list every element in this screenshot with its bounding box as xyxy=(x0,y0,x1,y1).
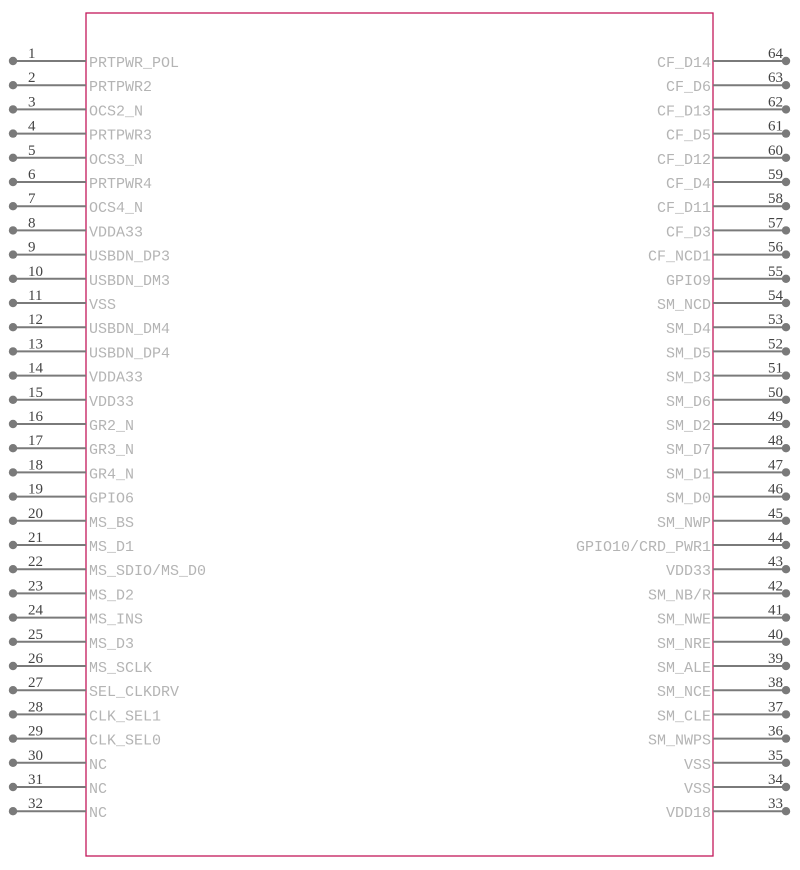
pin-label: VDD33 xyxy=(665,563,711,581)
pin-endpoint xyxy=(9,444,17,452)
pin-endpoint xyxy=(9,686,17,694)
pin-49 xyxy=(666,409,790,435)
pin-label: VDD33 xyxy=(89,393,135,411)
pin-label: MS_D3 xyxy=(89,635,135,653)
pin-6 xyxy=(9,167,152,193)
pin-endpoint xyxy=(9,710,17,718)
pin-endpoint xyxy=(782,613,790,621)
pin-1 xyxy=(9,46,179,72)
pin-endpoint xyxy=(9,154,17,162)
pin-label: MS_SDIO/MS_D0 xyxy=(89,563,207,581)
pin-45 xyxy=(657,506,790,532)
pin-number: 39 xyxy=(768,651,783,667)
pin-label: CF_D5 xyxy=(665,127,711,145)
pin-15 xyxy=(9,385,134,411)
pin-31 xyxy=(9,772,107,798)
pin-label: PRTPWR_POL xyxy=(89,55,180,72)
pin-57 xyxy=(666,215,790,241)
pin-40 xyxy=(657,627,790,653)
pin-endpoint xyxy=(9,396,17,404)
pin-12 xyxy=(9,312,170,338)
pin-26 xyxy=(9,651,152,677)
pin-label: SM_NWPS xyxy=(647,732,711,750)
pin-endpoint xyxy=(782,250,790,258)
pin-number: 44 xyxy=(768,530,783,546)
pin-label: SM_NRE xyxy=(656,635,711,653)
pin-endpoint xyxy=(782,492,790,500)
pin-label: USBDN_DP4 xyxy=(89,345,171,363)
pin-endpoint xyxy=(782,420,790,428)
pin-label: SM_NCE xyxy=(656,684,711,702)
pin-number: 13 xyxy=(28,336,43,353)
pin-number: 32 xyxy=(28,796,43,813)
pin-label: MS_BS xyxy=(89,514,135,532)
pin-number: 45 xyxy=(768,505,783,522)
pin-number: 24 xyxy=(28,602,43,619)
pin-endpoint xyxy=(782,371,790,379)
pin-number: 63 xyxy=(768,70,783,87)
pin-endpoint xyxy=(9,202,17,210)
pin-endpoint xyxy=(782,638,790,646)
pin-label: CF_D3 xyxy=(665,224,711,242)
pin-52 xyxy=(666,336,790,362)
pin-endpoint xyxy=(782,565,790,573)
pin-60 xyxy=(657,143,790,169)
pin-number: 53 xyxy=(768,312,783,329)
pin-endpoint xyxy=(782,468,790,476)
pin-endpoint xyxy=(9,589,17,597)
pin-number: 19 xyxy=(28,481,43,498)
pin-label: CF_NCD1 xyxy=(647,248,711,266)
pin-number: 62 xyxy=(768,94,783,111)
pin-label: OCS2_N xyxy=(89,103,144,121)
pin-label: GPIO10/CRD_PWR1 xyxy=(575,539,711,556)
pin-label: SM_D3 xyxy=(665,369,711,387)
pin-number: 60 xyxy=(768,142,783,159)
pin-44 xyxy=(576,530,790,556)
pin-endpoint xyxy=(9,613,17,621)
pin-endpoint xyxy=(9,420,17,428)
pin-number: 58 xyxy=(768,191,783,208)
pin-number: 38 xyxy=(768,675,783,692)
pin-label: SM_NB/R xyxy=(647,587,711,605)
pin-endpoint xyxy=(782,662,790,670)
pin-39 xyxy=(657,651,790,677)
pin-number: 43 xyxy=(768,554,783,571)
pin-label: CLK_SEL1 xyxy=(89,708,162,726)
pin-number: 18 xyxy=(28,457,43,474)
pin-label: SM_D7 xyxy=(665,442,711,460)
pin-number: 12 xyxy=(28,312,43,329)
left-pin-group xyxy=(9,46,206,822)
pin-label: OCS3_N xyxy=(89,151,144,169)
pin-number: 30 xyxy=(28,747,43,764)
pin-2 xyxy=(9,70,152,96)
pin-label: NC xyxy=(89,805,108,823)
pin-number: 36 xyxy=(768,723,783,740)
pin-25 xyxy=(9,627,134,653)
pin-number: 26 xyxy=(28,651,43,667)
pin-47 xyxy=(666,457,790,483)
pin-label: CF_D11 xyxy=(656,200,711,218)
pin-label: SM_D1 xyxy=(665,466,711,484)
pin-number: 8 xyxy=(28,215,36,232)
pin-58 xyxy=(657,191,790,217)
pin-7 xyxy=(9,191,143,217)
pin-endpoint xyxy=(9,468,17,476)
pin-label: SEL_CLKDRV xyxy=(89,684,180,702)
pin-13 xyxy=(9,336,170,362)
pin-endpoint xyxy=(782,81,790,89)
pin-label: MS_D1 xyxy=(89,539,135,556)
pin-number: 57 xyxy=(768,215,783,232)
pin-endpoint xyxy=(782,202,790,210)
pin-number: 48 xyxy=(768,433,783,450)
pin-endpoint xyxy=(782,783,790,791)
pin-54 xyxy=(657,288,790,314)
pin-label: GPIO6 xyxy=(89,490,135,508)
pin-number: 59 xyxy=(768,167,783,183)
pin-label: CF_D14 xyxy=(656,55,711,72)
pin-label: PRTPWR2 xyxy=(89,79,153,97)
pin-number: 31 xyxy=(28,772,43,788)
pin-number: 28 xyxy=(28,699,43,716)
pin-64 xyxy=(657,46,790,72)
pin-label: SM_D0 xyxy=(665,490,711,508)
pin-endpoint xyxy=(9,517,17,525)
pin-number: 16 xyxy=(28,409,43,425)
pin-24 xyxy=(9,603,143,629)
pin-number: 47 xyxy=(768,457,783,474)
pin-endpoint xyxy=(782,396,790,404)
pin-32 xyxy=(9,796,107,822)
pin-48 xyxy=(666,433,790,459)
pin-endpoint xyxy=(9,759,17,767)
pin-endpoint xyxy=(782,129,790,137)
pin-label: VDD18 xyxy=(665,805,711,823)
pin-number: 52 xyxy=(768,336,783,353)
pin-16 xyxy=(9,409,134,435)
pin-endpoint xyxy=(9,323,17,331)
pin-label: VSS xyxy=(683,756,711,774)
pin-number: 21 xyxy=(28,530,43,546)
pin-63 xyxy=(666,70,790,96)
pin-label: MS_INS xyxy=(89,611,144,629)
pin-endpoint xyxy=(782,444,790,452)
pin-endpoint xyxy=(782,734,790,742)
pin-label: SM_NWE xyxy=(656,611,711,629)
pin-62 xyxy=(657,94,790,120)
pin-endpoint xyxy=(782,323,790,331)
pin-8 xyxy=(9,215,143,241)
pin-label: NC xyxy=(89,756,108,774)
pin-label: OCS4_N xyxy=(89,200,144,218)
pin-number: 29 xyxy=(28,723,43,740)
pin-endpoint xyxy=(9,347,17,355)
pin-endpoint xyxy=(782,299,790,307)
pin-17 xyxy=(9,433,134,459)
pin-number: 4 xyxy=(28,118,36,135)
pin-endpoint xyxy=(9,662,17,670)
pin-number: 22 xyxy=(28,554,43,571)
pin-number: 2 xyxy=(28,70,36,87)
pin-number: 61 xyxy=(768,118,783,135)
pin-number: 49 xyxy=(768,409,783,425)
pin-label: NC xyxy=(89,781,108,798)
pin-20 xyxy=(9,506,134,532)
pin-59 xyxy=(666,167,790,193)
pin-number: 25 xyxy=(28,626,43,643)
pin-endpoint xyxy=(9,250,17,258)
pin-number: 42 xyxy=(768,578,783,595)
pin-endpoint xyxy=(9,492,17,500)
pin-22 xyxy=(9,554,206,580)
pin-number: 7 xyxy=(28,191,36,208)
pin-label: PRTPWR4 xyxy=(89,176,153,193)
pin-endpoint xyxy=(9,783,17,791)
pin-label: SM_NCD xyxy=(656,297,711,314)
pin-46 xyxy=(666,482,790,508)
pin-endpoint xyxy=(782,275,790,283)
pin-number: 64 xyxy=(768,46,783,62)
pin-28 xyxy=(9,699,161,725)
pin-number: 55 xyxy=(768,263,783,280)
pin-51 xyxy=(666,361,790,387)
pin-number: 23 xyxy=(28,578,43,595)
pin-endpoint xyxy=(9,541,17,549)
pin-number: 51 xyxy=(768,360,783,377)
pin-endpoint xyxy=(9,734,17,742)
pin-21 xyxy=(9,530,134,556)
pin-endpoint xyxy=(9,371,17,379)
pin-number: 10 xyxy=(28,263,43,280)
pin-label: GR2_N xyxy=(89,418,135,435)
pin-10 xyxy=(9,264,170,290)
pin-label: USBDN_DM4 xyxy=(89,321,171,339)
pin-23 xyxy=(9,578,134,604)
pin-50 xyxy=(666,385,790,411)
pin-endpoint xyxy=(782,710,790,718)
pin-30 xyxy=(9,748,107,774)
pin-number: 35 xyxy=(768,747,783,764)
pin-endpoint xyxy=(782,807,790,815)
pin-number: 1 xyxy=(28,46,36,62)
pin-14 xyxy=(9,361,143,387)
pin-label: USBDN_DP3 xyxy=(89,248,171,266)
pin-number: 41 xyxy=(768,602,783,619)
pin-number: 17 xyxy=(28,433,43,450)
pin-label: GR4_N xyxy=(89,466,135,484)
pin-endpoint xyxy=(782,541,790,549)
pin-number: 27 xyxy=(28,675,43,692)
pin-label: MS_SCLK xyxy=(89,660,153,677)
pin-endpoint xyxy=(9,105,17,113)
pin-label: PRTPWR3 xyxy=(89,127,153,145)
pin-5 xyxy=(9,143,143,169)
pin-label: SM_D6 xyxy=(665,393,711,411)
pin-18 xyxy=(9,457,134,483)
pin-label: CF_D12 xyxy=(656,151,711,169)
pin-56 xyxy=(648,240,790,266)
pin-number: 9 xyxy=(28,239,36,256)
pin-29 xyxy=(9,724,161,750)
pin-endpoint xyxy=(9,81,17,89)
pin-label: USBDN_DM3 xyxy=(89,272,171,290)
pin-43 xyxy=(666,554,790,580)
pin-number: 56 xyxy=(768,239,783,256)
pin-endpoint xyxy=(782,517,790,525)
pin-37 xyxy=(657,699,790,725)
pin-number: 20 xyxy=(28,505,43,522)
pin-label: CF_D13 xyxy=(656,103,711,121)
pin-endpoint xyxy=(9,565,17,573)
pin-number: 54 xyxy=(768,288,783,304)
pin-number: 11 xyxy=(28,288,43,304)
pin-36 xyxy=(648,724,790,750)
pin-3 xyxy=(9,94,143,120)
pin-label: CF_D4 xyxy=(665,176,711,193)
pin-endpoint xyxy=(782,226,790,234)
pin-endpoint xyxy=(9,226,17,234)
pin-endpoint xyxy=(782,154,790,162)
pin-label: GR3_N xyxy=(89,442,135,460)
component-body-outline xyxy=(86,13,713,856)
pin-endpoint xyxy=(782,347,790,355)
pin-number: 33 xyxy=(768,796,783,813)
pin-number: 50 xyxy=(768,384,783,401)
pin-endpoint xyxy=(9,57,17,65)
pin-label: SM_D2 xyxy=(665,418,711,435)
pin-endpoint xyxy=(782,57,790,65)
pin-9 xyxy=(9,240,170,266)
pin-number: 34 xyxy=(768,772,783,788)
pin-endpoint xyxy=(782,178,790,186)
pin-label: MS_D2 xyxy=(89,587,135,605)
pin-label: CLK_SEL0 xyxy=(89,732,162,750)
pin-35 xyxy=(684,748,790,774)
pin-55 xyxy=(666,264,790,290)
pin-53 xyxy=(666,312,790,338)
pin-34 xyxy=(684,772,790,798)
pin-number: 46 xyxy=(768,481,783,498)
pin-label: VSS xyxy=(683,781,711,798)
pin-number: 6 xyxy=(28,167,36,183)
pin-label: SM_ALE xyxy=(656,660,711,677)
pin-27 xyxy=(9,675,179,701)
pin-38 xyxy=(657,675,790,701)
pin-61 xyxy=(666,119,790,145)
pin-endpoint xyxy=(9,178,17,186)
pin-label: CF_D6 xyxy=(665,79,711,97)
pin-label: SM_D5 xyxy=(665,345,711,363)
pin-label: SM_CLE xyxy=(656,708,711,726)
pin-19 xyxy=(9,482,134,508)
pin-label: VSS xyxy=(89,297,117,314)
pin-number: 14 xyxy=(28,360,43,377)
pin-endpoint xyxy=(9,299,17,307)
pin-endpoint xyxy=(782,589,790,597)
pin-endpoint xyxy=(782,759,790,767)
pin-number: 3 xyxy=(28,94,36,111)
pin-endpoint xyxy=(9,129,17,137)
pin-label: SM_D4 xyxy=(665,321,711,339)
right-pin-group xyxy=(576,46,790,822)
pin-endpoint xyxy=(9,638,17,646)
pin-4 xyxy=(9,119,152,145)
pin-number: 37 xyxy=(768,699,783,716)
pin-label: SM_NWP xyxy=(656,514,711,532)
pin-33 xyxy=(666,796,790,822)
pin-number: 5 xyxy=(28,142,36,159)
pin-41 xyxy=(657,603,790,629)
pin-endpoint xyxy=(9,807,17,815)
pin-endpoint xyxy=(782,686,790,694)
pin-label: GPIO9 xyxy=(665,272,711,290)
pin-endpoint xyxy=(9,275,17,283)
pin-42 xyxy=(648,578,790,604)
pin-number: 40 xyxy=(768,626,783,643)
pin-number: 15 xyxy=(28,384,43,401)
pin-label: VDDA33 xyxy=(89,224,144,242)
pin-label: VDDA33 xyxy=(89,369,144,387)
pin-endpoint xyxy=(782,105,790,113)
pin-11 xyxy=(9,288,116,314)
